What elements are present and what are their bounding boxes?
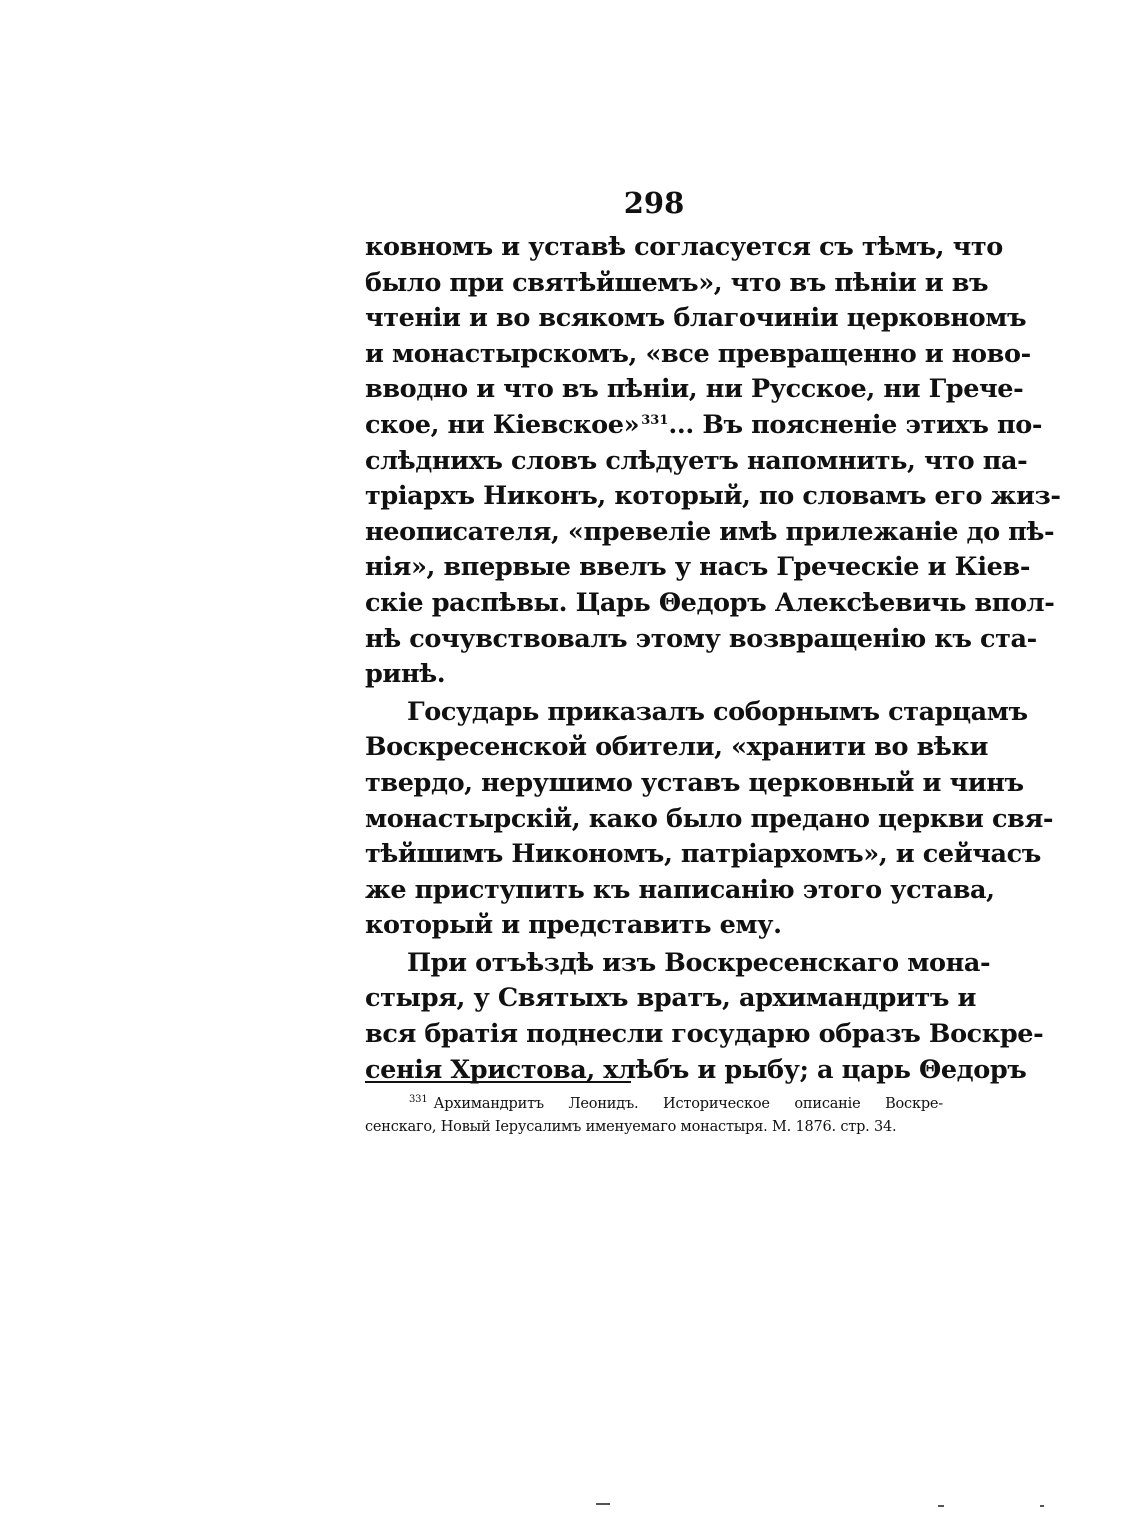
- footnote-line: сенскаго, Новый Іерусалимъ именуемаго монастыря. М. 1876. стр. 34.: [365, 1119, 897, 1135]
- scan-artifact: [1040, 1505, 1044, 1507]
- text-line: ринѣ.: [365, 659, 446, 690]
- text-segment: ... Въ поясненіе этихъ по-: [668, 409, 1043, 440]
- text-line: тріархъ Никонъ, который, по словамъ его жиз-: [365, 481, 1061, 512]
- text-line: вся братія поднесли государю образъ Воскре-: [365, 1019, 1044, 1050]
- scan-artifact: [938, 1505, 944, 1507]
- text-line: Воскресенской обители, «хранити во вѣки: [365, 732, 988, 763]
- scan-artifact: [596, 1503, 610, 1505]
- text-line: неописателя, «превеліе имѣ прилежаніе до пѣ-: [365, 516, 1055, 547]
- text-line: стыря, у Святыхъ вратъ, архимандритъ и: [365, 983, 977, 1014]
- text-line: твердо, нерушимо уставъ церковный и чинъ: [365, 767, 1024, 798]
- footnote-divider: [365, 1081, 631, 1083]
- text-line: нія», впервые ввелъ у насъ Греческіе и Кіев-: [365, 552, 1031, 583]
- text-segment: ское, ни Кіевское»: [365, 409, 640, 440]
- text-line: сенія Христова, хлѣбъ и рыбу; а царь Θедоръ: [365, 1054, 1027, 1085]
- text-line: было при святѣйшемъ», что въ пѣніи и въ: [365, 267, 989, 298]
- text-line: Государь приказалъ соборнымъ старцамъ: [407, 696, 1028, 727]
- text-line: чтеніи и во всякомъ благочиніи церковномъ: [365, 303, 1027, 334]
- text-line: и монастырскомъ, «все превращенно и ново-: [365, 338, 1031, 369]
- text-line: слѣднихъ словъ слѣдуетъ напомнить, что па-: [365, 445, 1028, 476]
- footnote-text: Архимандритъ Леонидъ. Историческое описаніе Воскре-: [433, 1096, 943, 1112]
- text-line: нѣ сочувствовалъ этому возвращенію къ ста-: [365, 623, 1037, 654]
- text-line: При отъѣздѣ изъ Воскресенскаго мона-: [407, 947, 991, 978]
- footnote-number: 331: [409, 1094, 428, 1105]
- page-number: 298: [623, 186, 685, 220]
- text-line: ковномъ и уставѣ согласуется съ тѣмъ, что: [365, 232, 1003, 262]
- text-line: тѣйшимъ Никономъ, патріархомъ», и сейчасъ: [365, 839, 1041, 870]
- footnote: [365, 1093, 943, 1139]
- body-text: [365, 230, 1061, 1088]
- text-line: же приступить къ написанію этого устава,: [365, 874, 995, 905]
- text-line: монастырскій, како было предано церкви свя-: [365, 803, 1054, 834]
- text-line: вводно и что въ пѣніи, ни Русское, ни Грече-: [365, 374, 1024, 405]
- text-line: который и представить ему.: [365, 910, 782, 941]
- footnote-reference: 331: [641, 412, 669, 428]
- text-line-with-footnote-ref: [365, 408, 1043, 444]
- text-line: скіе распѣвы. Царь Θедоръ Алексѣевичь впол-: [365, 587, 1055, 618]
- footnote-line: [365, 1093, 943, 1116]
